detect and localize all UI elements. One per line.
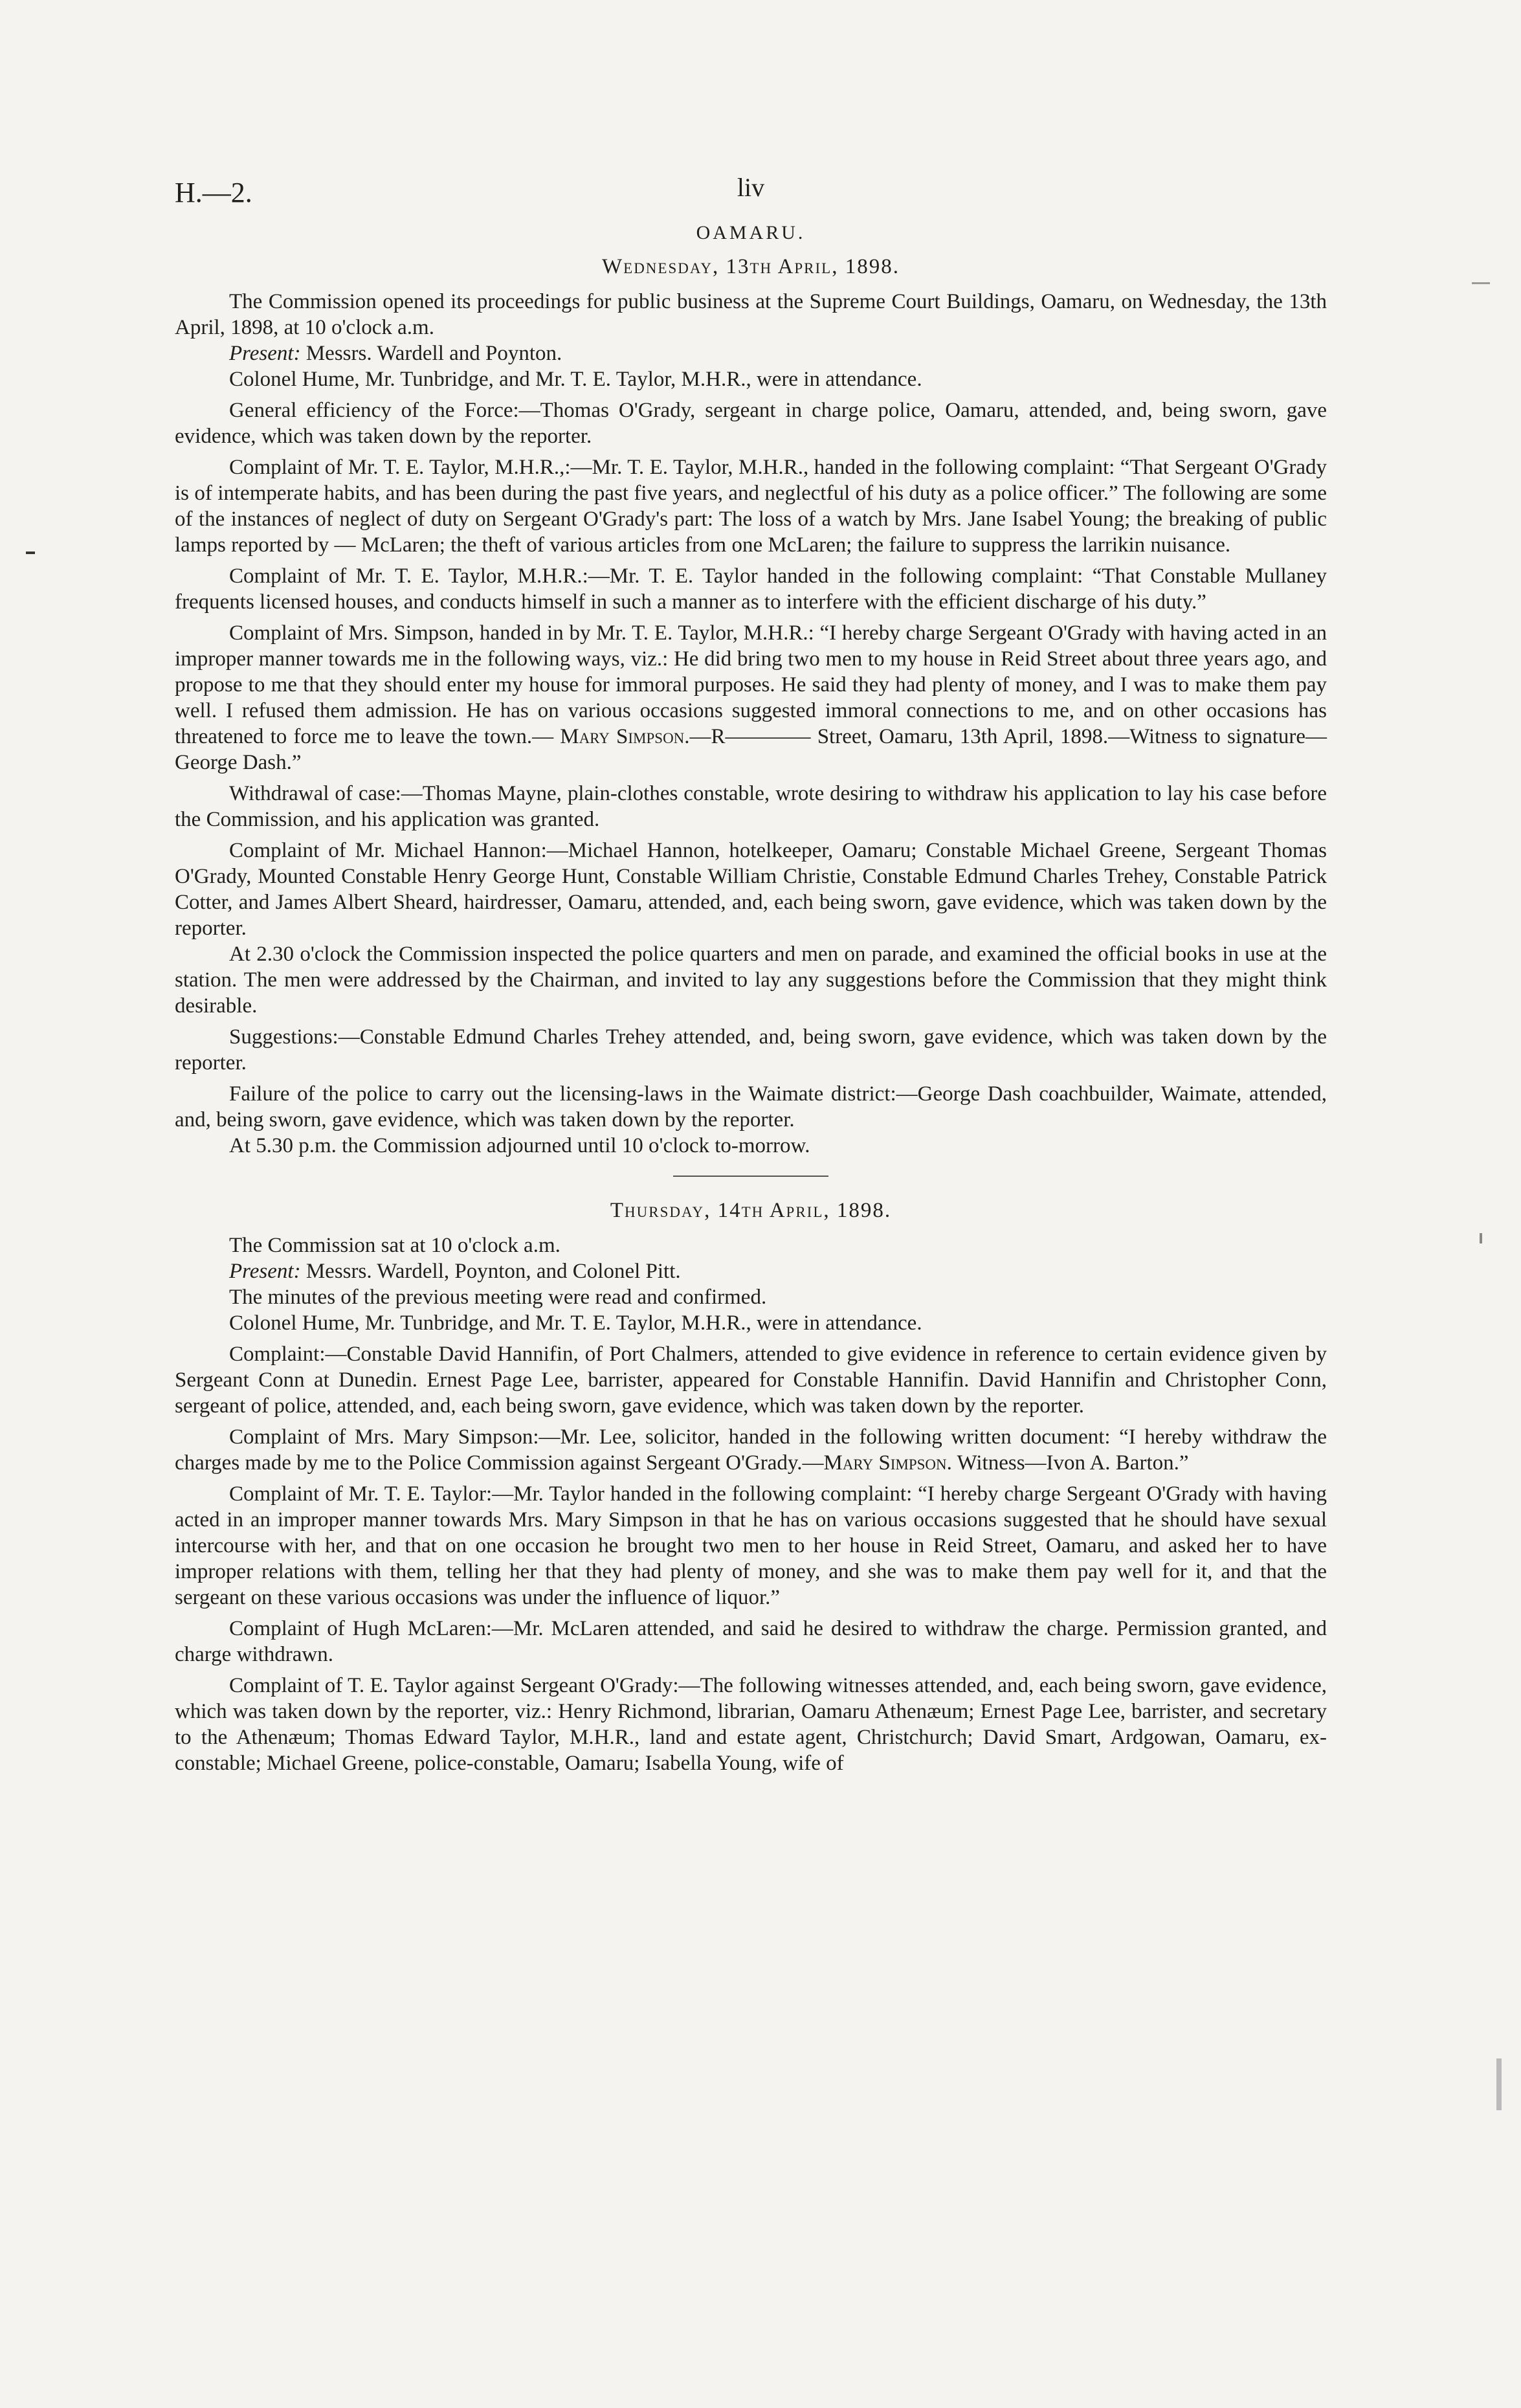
paragraph: The Commission sat at 10 o'clock a.m. xyxy=(229,1234,561,1257)
paragraph: Complaint of Mr. T. E. Taylor:—Mr. Taylor handed in the following complaint: “I hereby charge Sergeant O'Grady with having acted in an improper manner towards Mrs. Mary Simpson in that he has on various occasions suggested that he should have sexual intercourse with her, and that on one occasion he brought two men to her house in Reid Street, Oamaru, and asked her to have improper relations with them, telling her that they had plenty of money, and she was to make them pay well for it, and that the sergeant on these various occasions was under the influence of liquor.” xyxy=(175,1482,1327,1609)
paragraph: Suggestions:—Constable Edmund Charles Trehey attended, and, being sworn, gave evidence, which was taken down by the reporter. xyxy=(175,1025,1327,1075)
document-page xyxy=(175,175,1327,1781)
paragraph: Failure of the police to carry out the licensing-laws in the Waimate district:—George Dash coachbuilder, Waimate, attended, and, being sworn, gave evidence, which was taken down by the reporter. xyxy=(175,1082,1327,1132)
paragraph xyxy=(175,1424,1327,1476)
page-header xyxy=(175,175,1327,220)
paragraph: General efficiency of the Force:—Thomas O'Grady, sergeant in charge police, Oamaru, attended, and, being sworn, gave evidence, which was taken down by the reporter. xyxy=(175,399,1327,448)
paragraph: At 5.30 p.m. the Commission adjourned until 10 o'clock to-morrow. xyxy=(229,1134,810,1157)
complaint-text: Complaint of Mrs. Simpson, handed in by Mr. T. E. Taylor, M.H.R.: “I hereby charge Sergeant O'Grady with having acted in an improper manner towards me in the following ways, viz.: He did bring two men to my house in Reid Street about three years ago, and propose to me that they should enter my house for immoral purposes. He said they had plenty of money, and I was to make them pay well. I refused them admission. He has on various occasions suggested immoral connections to me, and on other occasions has threatened to force me to leave the town.— xyxy=(175,621,1327,748)
section-divider xyxy=(673,1176,828,1177)
paragraph: Colonel Hume, Mr. Tunbridge, and Mr. T. E. Taylor, M.H.R., were in attendance. xyxy=(229,1311,922,1335)
paragraph: Complaint of Mr. T. E. Taylor, M.H.R.:—Mr. T. E. Taylor handed in the following complaint: “That Constable Mullaney frequents licensed houses, and conducts himself in such a manner as to interfere with the efficient discharge of his duty.” xyxy=(175,564,1327,614)
present-names: Messrs. Wardell and Poynton. xyxy=(305,342,562,365)
signature-name: Mary Simpson. xyxy=(560,725,690,748)
margin-mark xyxy=(1472,282,1490,284)
document-code: H.—2. xyxy=(175,177,252,208)
margin-mark xyxy=(26,552,35,554)
paragraph: At 2.30 o'clock the Commission inspected the police quarters and men on parade, and examined the official books in use at the station. The men were addressed by the Chairman, and invited to lay any suggestions before the Commission that they might think desirable. xyxy=(175,942,1327,1018)
margin-mark xyxy=(1496,2058,1502,2110)
signature-name: Mary Simpson. xyxy=(823,1451,952,1475)
paragraph: Complaint of T. E. Taylor against Sergeant O'Grady:—The following witnesses attended, and, each being sworn, gave evidence, which was taken down by the reporter, viz.: Henry Richmond, librarian, Oamaru Athenæum; Ernest Page Lee, barrister, and secretary to the Athenæum; Thomas Edward Taylor, M.H.R., land and estate agent, Christchurch; David Smart, Ardgowan, Oamaru, ex-constable; Michael Greene, police-constable, Oamaru; Isabella Young, wife of xyxy=(175,1674,1327,1775)
paragraph: Complaint of Hugh McLaren:—Mr. McLaren attended, and said he desired to withdraw the charge. Permission granted, and charge withdrawn. xyxy=(175,1617,1327,1666)
section-date: Wednesday, 13th April, 1898. xyxy=(602,255,900,278)
paragraph: Colonel Hume, Mr. Tunbridge, and Mr. T. E. Taylor, M.H.R., were in attendance. xyxy=(229,368,922,391)
place-heading: OAMARU. xyxy=(696,222,806,243)
present-label: Present: xyxy=(229,342,301,365)
page-number: liv xyxy=(737,173,765,202)
paragraph: Complaint:—Constable David Hannifin, of Port Chalmers, attended to give evidence in reference to certain evidence given by Sergeant Conn at Dunedin. Ernest Page Lee, barrister, appeared for Constable Hannifin. David Hannifin and Christopher Conn, sergeant of police, attended, and, each being sworn, gave evidence, which was taken down by the reporter. xyxy=(175,1343,1327,1418)
paragraph xyxy=(175,1258,1327,1284)
margin-mark xyxy=(1480,1233,1482,1243)
paragraph: Complaint of Mr. Michael Hannon:—Michael Hannon, hotelkeeper, Oamaru; Constable Michael Greene, Sergeant Thomas O'Grady, Mounted Constable Henry George Hunt, Constable William Christie, Constable Edmund Charles Trehey, Constable Patrick Cotter, and James Albert Sheard, hairdresser, Oamaru, attended, and, each being sworn, gave evidence, which was taken down by the reporter. xyxy=(175,839,1327,940)
complaint-text: Complaint of Mrs. Mary Simpson:—Mr. Lee, solicitor, handed in the following written document: “I hereby withdraw the charges made by me to the Police Commission against Sergeant O'Grady.— xyxy=(175,1425,1327,1475)
paragraph: The Commission opened its proceedings for public business at the Supreme Court Buildings, Oamaru, on Wednesday, the 13th April, 1898, at 10 o'clock a.m. xyxy=(175,290,1327,339)
present-label: Present: xyxy=(229,1260,301,1283)
section-date: Thursday, 14th April, 1898. xyxy=(610,1199,892,1222)
paragraph: Complaint of Mr. T. E. Taylor, M.H.R.,:—Mr. T. E. Taylor, M.H.R., handed in the following complaint: “That Sergeant O'Grady is of intemperate habits, and has been during the past five years, and neglectful of his duty as a police officer.” The following are some of the instances of neglect of duty on Sergeant O'Grady's part: The loss of a watch by Mrs. Jane Isabel Young; the breaking of public lamps reported by — McLaren; the theft of various articles from one McLaren; the failure to suppress the larrikin nuisance. xyxy=(175,456,1327,557)
paragraph: Withdrawal of case:—Thomas Mayne, plain-clothes constable, wrote desiring to withdraw his application to lay his case before the Commission, and his application was granted. xyxy=(175,782,1327,831)
paragraph xyxy=(175,340,1327,366)
paragraph: The minutes of the previous meeting were read and confirmed. xyxy=(229,1286,767,1309)
present-names: Messrs. Wardell, Poynton, and Colonel Pitt. xyxy=(305,1260,681,1283)
witness-text: Witness—Ivon A. Barton.” xyxy=(957,1451,1189,1475)
paragraph xyxy=(175,620,1327,775)
complaint-text: —R———— Street, Oamaru, 13th April, 1898.—Witness to signature—George Dash.” xyxy=(175,725,1327,774)
